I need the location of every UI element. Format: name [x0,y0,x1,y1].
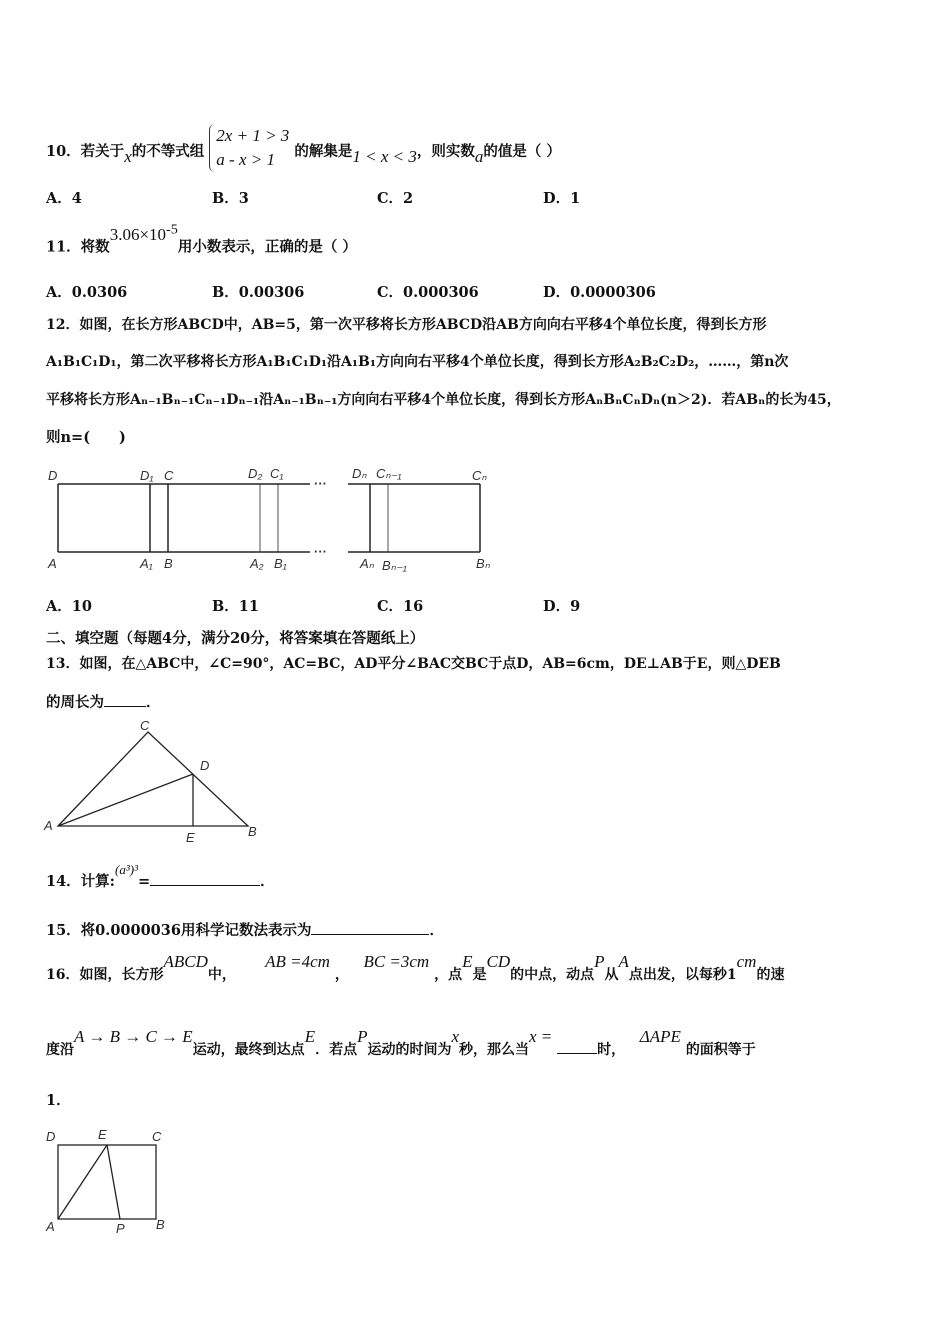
question-12-line4: 则n=( ) [46,429,126,446]
text: 从 [604,967,619,983]
text: 用小数表示，正确的是（ ） [177,238,357,256]
label-cn-1: Cₙ₋₁ [376,466,402,481]
label-a2: A₂ [250,556,264,571]
math: a - x > 1 [216,150,275,169]
option-c: C．0.000306 [377,284,479,301]
math: A → B → C → E [74,1027,193,1046]
text: 秒，那么当 [459,1042,530,1058]
question-12-line2: A₁B₁C₁D₁，第二次平移将长方形A₁B₁C₁D₁沿A₁B₁方向向右平移4个单位长度，得到长方形A₂B₂C₂D₂，……，第n次 [46,354,789,370]
question-16-line1 [46,952,785,984]
label-d1: D₁ [140,468,154,483]
math: E [304,1027,316,1046]
math: a [474,147,484,166]
option-b: B．0.00306 [212,284,305,301]
math: x [124,147,132,166]
text: 11．将数 [46,238,110,256]
answer-blank[interactable] [150,885,260,886]
label-c: C [164,468,174,483]
label-e: E [98,1127,107,1142]
label-dn: Dₙ [352,466,367,481]
triangle-figure [40,718,270,848]
question-14 [46,862,275,891]
label-c: C [152,1129,162,1144]
label-d: D [46,1129,56,1144]
math: E [462,952,473,971]
text: ． [146,694,161,711]
text: 的解集是 [294,143,353,160]
label-b: B [248,824,257,839]
answer-blank[interactable] [311,934,429,935]
label-b: B [164,556,173,571]
label-cn: Cₙ [472,468,487,483]
option-c: C．16 [377,598,424,615]
text: 的不等式组 [131,143,205,160]
math: AB =4cm [265,952,330,971]
option-c: C．2 [377,190,414,207]
math: cm [736,952,757,971]
answer-blank[interactable] [557,1053,597,1054]
label-bn: Bₙ [476,556,490,571]
option-d: D．0.0000306 [543,284,656,301]
option-a: A．10 [46,598,92,615]
translation-rectangles-figure [40,460,510,580]
question-12-line1: 12．如图，在长方形ABCD中，AB=5，第一次平移将长方形ABCD沿AB方向向右平移4个单位长度，得到长方形 [46,317,767,333]
number: 3.06×10 [109,224,167,244]
math: BC =3cm [363,952,430,971]
text: ． [260,873,275,890]
math: ABCD [163,952,208,971]
math: x = [529,1027,553,1046]
option-b: B．11 [212,598,259,615]
section-heading: 二、填空题（每题4分，满分20分，将答案填在答题纸上） [46,630,425,647]
text: 的速 [756,967,785,983]
question-16-line3: 1． [46,1092,71,1109]
option-d: D．1 [543,190,581,207]
ellipsis: ··· [314,476,327,491]
label-e: E [186,830,195,845]
math: A [618,952,629,971]
question-12-line3: 平移将长方形Aₙ₋₁Bₙ₋₁Cₙ₋₁Dₙ₋₁沿Aₙ₋₁Bₙ₋₁方向向右平移4个单位长度，得到长方形AₙBₙCₙDₙ(n＞2)．若ABₙ的长为45， [46,392,841,408]
text: 中， [207,967,236,983]
option-b: B．3 [212,190,249,207]
label-a: A [44,818,53,833]
math: x [451,1027,460,1046]
math: P [594,952,605,971]
label-d: D [48,468,58,483]
inequality-system [209,124,289,172]
text: 15．将0.0000036用科学记数法表示为 [46,922,312,939]
label-a1: A₁ [140,556,153,571]
label-p: P [116,1221,125,1236]
text: 的周长为 [46,694,104,711]
text: 的值是（ ） [483,143,561,160]
text: ，点 [434,967,463,983]
text: 运动的时间为 [367,1042,452,1058]
label-d2: D₂ [248,466,263,481]
option-a: A．0.0306 [46,284,128,301]
text: 度沿 [46,1042,74,1058]
math: 1 < x < 3 [352,147,417,166]
ellipsis: ··· [314,544,327,559]
label-b: B [156,1217,165,1232]
text: 16．如图，长方形 [46,967,164,983]
question-13-line1: 13．如图，在△ABC中，∠C=90°，AC=BC，AD平分∠BAC交BC于点D，AB=6cm，DE⊥AB于E，则△DEB [46,656,781,672]
text: ．若点 [315,1042,358,1058]
text: 点出发，以每秒1 [628,967,737,983]
math: (a³)³ [115,862,138,877]
question-15 [46,919,444,940]
label-a: A [48,556,57,571]
text: 的面积等于 [685,1042,756,1058]
label-b1: B₁ [274,556,287,571]
text: 的中点，动点 [510,967,595,983]
math: P [357,1027,368,1046]
text: ， [334,967,349,983]
text: = [137,873,151,890]
question-10 [46,128,561,176]
text: ，则实数 [416,143,475,160]
answer-blank[interactable] [104,706,146,707]
question-13-line2 [46,691,161,712]
question-11 [46,221,357,257]
text: 10．若关于 [46,143,125,160]
math: ΔAPE [639,1027,681,1046]
math: CD [486,952,511,971]
text: 14．计算: [46,873,116,890]
label-d: D [200,758,210,773]
option-a: A．4 [46,190,82,207]
question-16-line2 [46,1027,756,1059]
rectangle-ape-figure [40,1125,180,1240]
math: 2x + 1 > 3 [216,126,290,145]
math [109,221,178,244]
text: 运动，最终到达点 [192,1042,305,1058]
label-bn-1: Bₙ₋₁ [382,558,407,573]
option-d: D．9 [543,598,581,615]
exponent: -5 [166,221,178,237]
label-an: Aₙ [360,556,374,571]
text: 时， [597,1042,626,1058]
label-c1: C₁ [270,466,284,481]
text: 是 [472,967,487,983]
label-c: C [140,718,150,733]
text: ． [429,922,444,939]
label-a: A [46,1219,55,1234]
